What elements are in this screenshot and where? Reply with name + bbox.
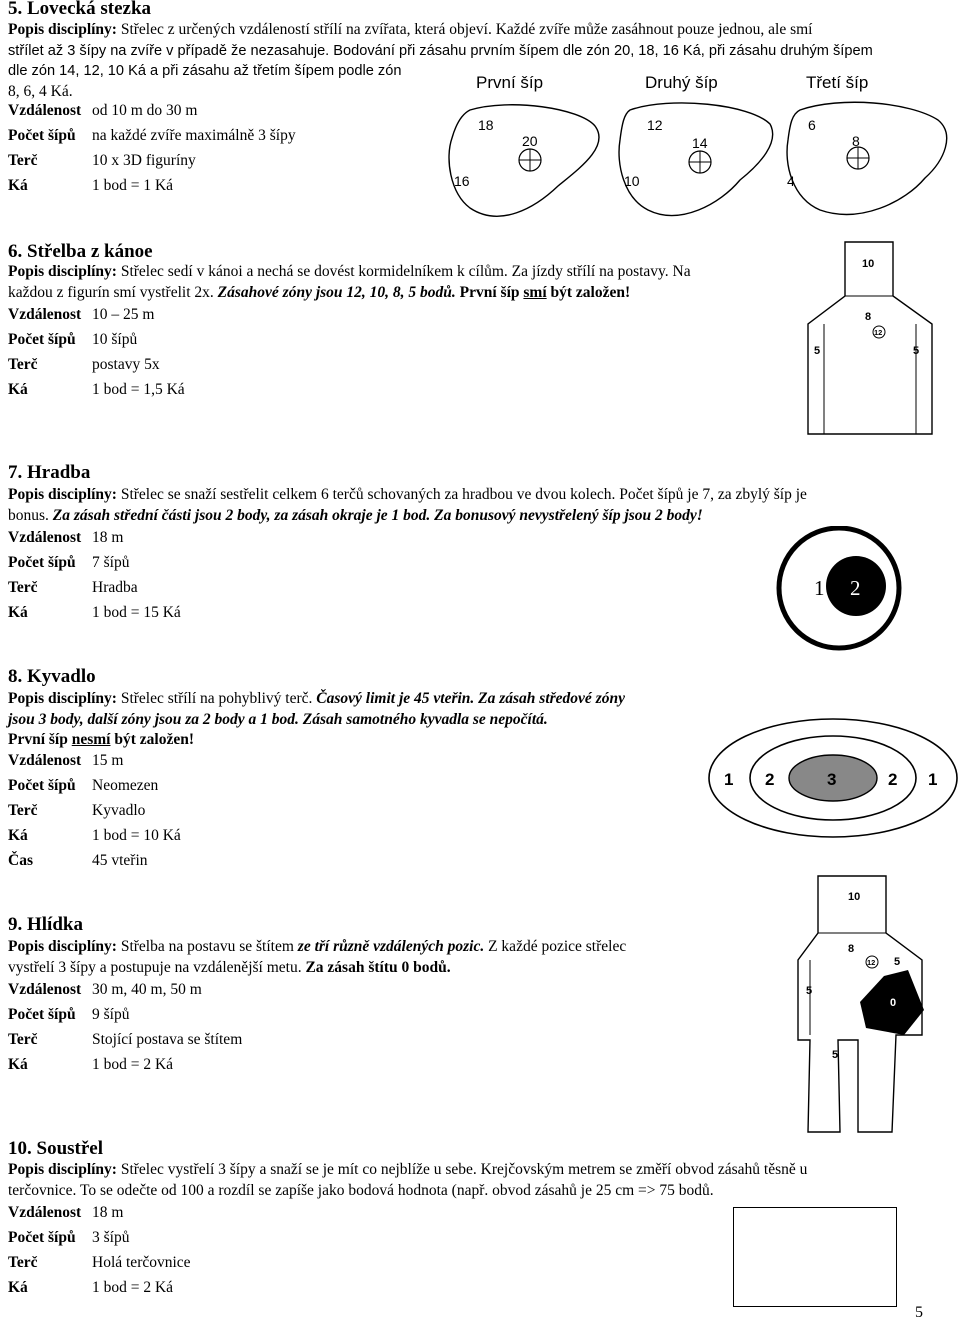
desc-emphasis: Časový limit je 45 vteřin. Za zásah středové zóny (316, 690, 625, 707)
row-key: Počet šípů (8, 1229, 76, 1246)
row-key: Ká (8, 177, 28, 194)
desc-text: každou z figurín smí vystřelit 2x. (8, 283, 218, 301)
desc-emphasis: smí (523, 283, 547, 301)
desc-text: 8, 6, 4 Ká. (8, 82, 73, 100)
desc-label: Popis disciplíny: (8, 21, 117, 38)
desc-text: bonus. (8, 506, 53, 524)
zone-label: 5 (806, 985, 813, 997)
desc-emphasis: být založen! (110, 731, 194, 748)
desc-label: Popis disciplíny: (8, 1161, 117, 1178)
row-key: Terč (8, 356, 38, 373)
row-value: Kyvadlo (92, 802, 146, 819)
desc-emphasis: První šíp (455, 283, 524, 301)
page-number: 5 (915, 1304, 923, 1321)
desc-text: Střelec se snaží sestřelit celkem 6 terčů schovaných za hradbou ve dvou kolech. Počet šípů je 7, za zbylý šíp je (116, 486, 807, 503)
animal-target-2 (619, 103, 773, 215)
row-key: Počet šípů (8, 777, 76, 794)
row-key: Vzdálenost (8, 981, 82, 998)
blank-target-backstop (733, 1207, 897, 1307)
section-5-title: 5. Lovecká stezka (8, 0, 152, 19)
desc-label: Popis disciplíny: (8, 690, 117, 707)
row-key: Počet šípů (8, 554, 76, 571)
section-9-title: 9. Hlídka (8, 914, 83, 935)
desc-label: Popis disciplíny: (8, 938, 117, 955)
desc-text: Z každé pozice střelec (484, 938, 627, 955)
section-8-description (8, 689, 708, 751)
zone-label: 2 (850, 576, 861, 600)
zone-label: 8 (865, 311, 872, 323)
canoe-figure-target (806, 238, 936, 438)
row-value: postavy 5x (92, 356, 160, 373)
zone-label: 14 (692, 135, 708, 151)
section-7-description (8, 485, 952, 526)
desc-text: Střelba na postavu se štítem (116, 938, 298, 955)
row-key: Vzdálenost (8, 306, 82, 323)
zone-label: 10 (848, 891, 861, 903)
desc-label: Popis disciplíny: (8, 486, 117, 503)
zone-label: 2 (888, 770, 898, 789)
desc-emphasis: nesmí (71, 731, 111, 748)
section-7-title: 7. Hradba (8, 462, 91, 483)
row-value: od 10 m do 30 m (92, 102, 198, 119)
desc-emphasis: Za zásah štítu 0 bodů. (305, 958, 451, 976)
desc-emphasis: Zásahové zóny jsou 12, 10, 8, 5 bodů. (217, 283, 456, 301)
zone-label: 6 (808, 117, 816, 133)
row-value: 9 šípů (92, 1006, 130, 1023)
animal-targets-figure (440, 68, 960, 230)
row-value: 3 šípů (92, 1229, 130, 1246)
row-key: Terč (8, 1254, 38, 1271)
row-value: 1 bod = 2 Ká (92, 1056, 174, 1073)
row-value: 7 šípů (92, 554, 130, 571)
pendulum-target (706, 716, 960, 842)
zone-label: 5 (894, 956, 901, 968)
section-6-description (8, 262, 798, 303)
row-value: na každé zvíře maximálně 3 šípy (92, 127, 296, 144)
desc-text: Střelec střílí na pohyblivý terč. (116, 690, 317, 707)
desc-text: Střelec sedí v kánoi a nechá se dovést kormidelníkem k cílům. Za jízdy střílí na postavy. Na (116, 263, 691, 280)
zone-label: 1 (928, 770, 938, 789)
row-value: Holá terčovnice (92, 1254, 191, 1271)
row-key: Vzdálenost (8, 1204, 82, 1221)
zone-label: 8 (848, 943, 855, 955)
row-key: Počet šípů (8, 1006, 76, 1023)
zone-label: 18 (478, 117, 494, 133)
row-value: Stojící postava se štítem (92, 1031, 243, 1048)
row-key: Ká (8, 604, 28, 621)
zone-label: 8 (852, 133, 860, 149)
desc-emphasis: První šíp (8, 731, 72, 748)
row-key: Vzdálenost (8, 529, 82, 546)
row-key: Vzdálenost (8, 102, 82, 119)
label-second-arrow: Druhý šíp (645, 73, 718, 92)
zone-label: 12 (874, 328, 883, 337)
row-value: 30 m, 40 m, 50 m (92, 981, 202, 998)
desc-emphasis: Za zásah střední části jsou 2 body, za zásah okraje je 1 bod. Za bonusový nevystřelený šíp jsou 2 body! (52, 506, 703, 524)
desc-text: Střelec vystřelí 3 šípy a snaží se je mít co nejblíže u sebe. Krejčovským metrem se změří obvod zásahů těsně u (116, 1161, 808, 1178)
row-key: Ká (8, 1056, 28, 1073)
zone-label: 2 (765, 770, 775, 789)
zone-label: 20 (522, 133, 538, 149)
row-value: 1 bod = 2 Ká (92, 1279, 174, 1296)
row-value: 1 bod = 1 Ká (92, 177, 174, 194)
row-value: 15 m (92, 752, 124, 769)
row-value: 45 vteřin (92, 852, 148, 869)
section-8-title: 8. Kyvadlo (8, 666, 96, 687)
row-key: Čas (8, 852, 33, 869)
label-third-arrow: Třetí šíp (806, 73, 869, 92)
zone-label: 4 (787, 173, 795, 189)
row-value: 1 bod = 10 Ká (92, 827, 181, 844)
row-value: 18 m (92, 1204, 124, 1221)
row-value: 10 x 3D figuríny (92, 152, 196, 169)
row-key: Počet šípů (8, 331, 76, 348)
row-value: 10 – 25 m (92, 306, 155, 323)
label-first-arrow: První šíp (476, 73, 544, 92)
desc-emphasis: jsou 3 body, další zóny jsou za 2 body a 1 bod. Zásah samotného kyvadla se nepočítá. (8, 710, 548, 728)
row-key: Terč (8, 802, 38, 819)
row-key: Ká (8, 381, 28, 398)
row-value: 1 bod = 15 Ká (92, 604, 181, 621)
wall-round-target (774, 526, 904, 656)
row-key: Vzdálenost (8, 752, 82, 769)
desc-text: terčovnice. To se odečte od 100 a rozdíl se zapíše jako bodová hodnota (např. obvod zásahů je 25 cm => 75 bodů. (8, 1181, 714, 1199)
row-value: Neomezen (92, 777, 159, 794)
row-key: Ká (8, 827, 28, 844)
row-value: 10 šípů (92, 331, 138, 348)
row-key: Terč (8, 579, 38, 596)
section-9-description (8, 937, 698, 978)
zone-label: 5 (913, 345, 920, 357)
desc-text: střílet až 3 šípy na zvíře v případě že nezasahuje. Bodování při zásahu prvním šípem dle zón 20, 18, 16 Ká, při zásahu druhým šípem (8, 42, 873, 59)
row-key: Terč (8, 1031, 38, 1048)
zone-label: 10 (862, 258, 875, 270)
zone-label: 12 (867, 958, 876, 967)
desc-emphasis: ze tří různě vzdálených pozic. (297, 938, 485, 955)
row-key: Terč (8, 152, 38, 169)
row-value: Hradba (92, 579, 138, 596)
zone-label: 0 (890, 997, 897, 1009)
zone-label: 5 (832, 1049, 839, 1061)
section-10-description (8, 1160, 952, 1201)
guard-figure-target (796, 870, 932, 1135)
row-value: 1 bod = 1,5 Ká (92, 381, 185, 398)
zone-label: 5 (814, 345, 821, 357)
desc-label: Popis disciplíny: (8, 263, 117, 280)
zone-label: 12 (647, 117, 663, 133)
zone-label: 1 (814, 576, 825, 600)
desc-text: Střelec z určených vzdáleností střílí na zvířata, která objeví. Každé zvíře může zasáhnout pouze jednou, ale smí (116, 21, 813, 38)
zone-label: 10 (624, 173, 640, 189)
desc-text: vystřelí 3 šípy a postupuje na vzdálenější metu. (8, 958, 306, 976)
zone-label: 1 (724, 770, 734, 789)
row-key: Počet šípů (8, 127, 76, 144)
desc-text: dle zón 14, 12, 10 Ká a při zásahu až třetím šípem podle zón (8, 63, 402, 79)
zone-label: 16 (454, 173, 470, 189)
desc-emphasis: být založen! (546, 283, 631, 301)
row-value: 18 m (92, 529, 124, 546)
zone-label: 3 (827, 770, 837, 789)
row-key: Ká (8, 1279, 28, 1296)
section-6-title: 6. Střelba z kánoe (8, 241, 153, 262)
section-10-title: 10. Soustřel (8, 1138, 103, 1159)
